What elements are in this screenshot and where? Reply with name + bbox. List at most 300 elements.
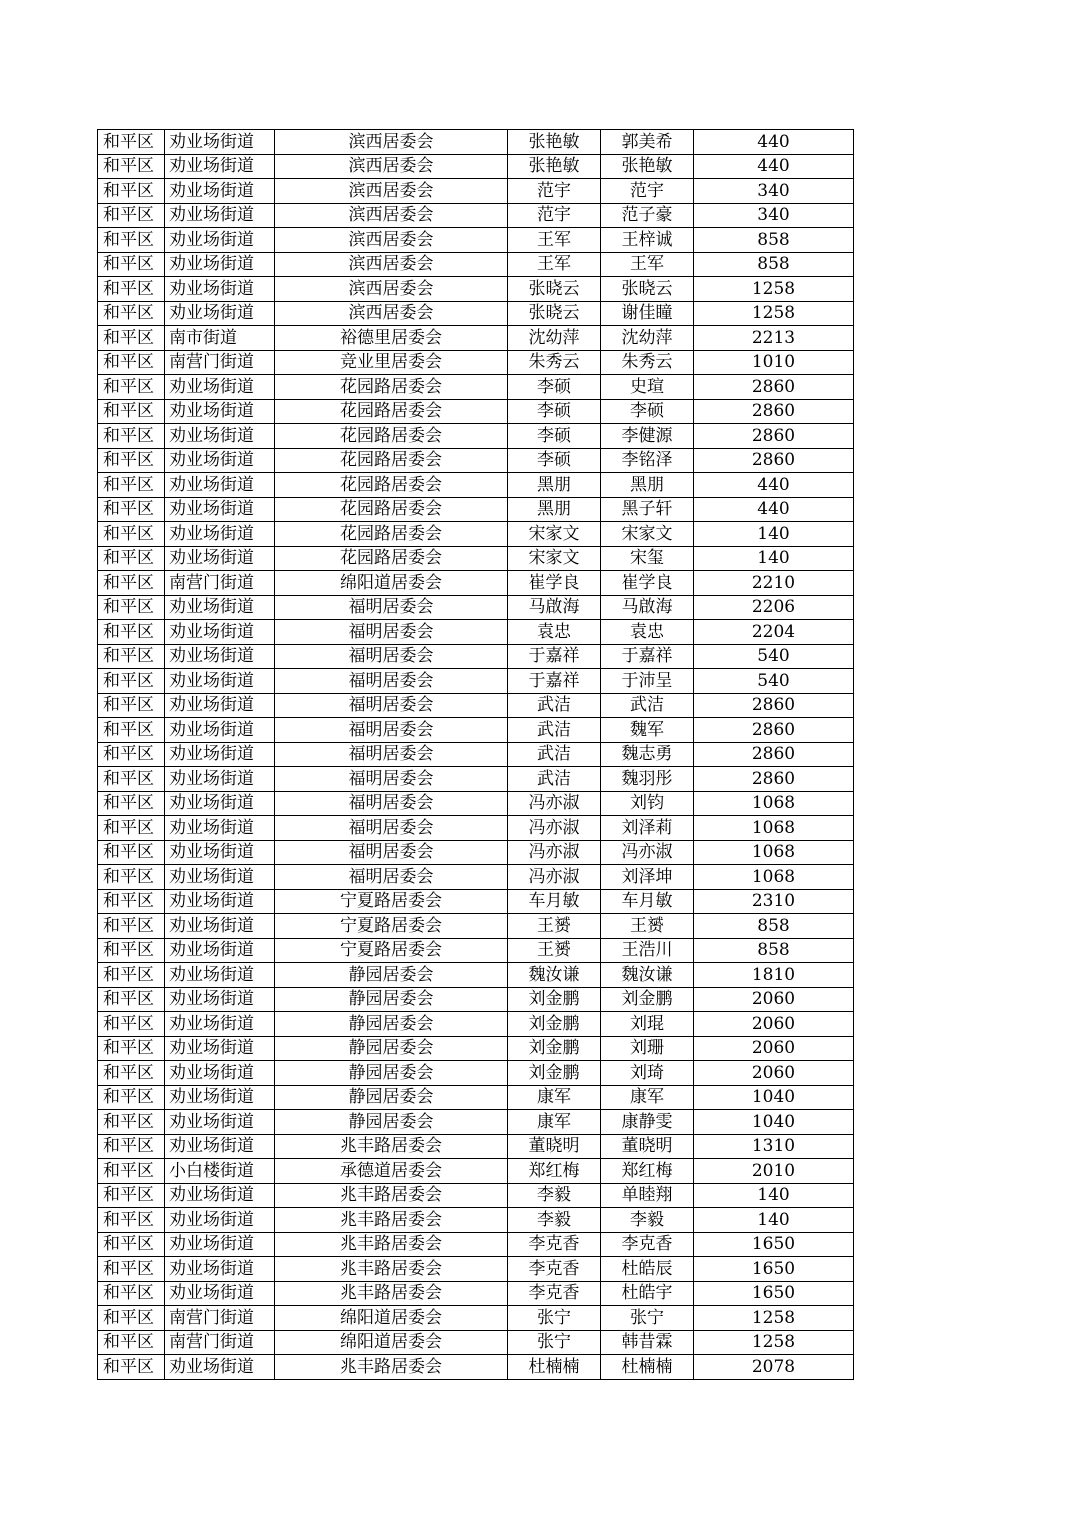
member-cell: 魏羽彤 [601, 767, 694, 792]
member-cell: 王浩川 [601, 938, 694, 963]
table-row [98, 1036, 854, 1061]
amount-cell: 2060 [694, 1012, 854, 1037]
table-row [98, 938, 854, 963]
table-row [98, 791, 854, 816]
applicant-cell: 冯亦淑 [508, 816, 601, 841]
applicant-cell: 车月敏 [508, 889, 601, 914]
amount-cell: 340 [694, 203, 854, 228]
amount-cell: 858 [694, 228, 854, 253]
amount-cell: 1040 [694, 1110, 854, 1135]
data-table [97, 129, 854, 1380]
amount-cell: 140 [694, 1208, 854, 1233]
member-cell: 李硕 [601, 399, 694, 424]
committee-cell: 福明居委会 [275, 718, 508, 743]
table-row [98, 1306, 854, 1331]
applicant-cell: 郑红梅 [508, 1159, 601, 1184]
district-cell: 和平区 [98, 326, 165, 351]
district-cell: 和平区 [98, 889, 165, 914]
committee-cell: 静园居委会 [275, 963, 508, 988]
applicant-cell: 李毅 [508, 1183, 601, 1208]
street-cell: 劝业场街道 [165, 1134, 275, 1159]
district-cell: 和平区 [98, 1355, 165, 1380]
member-cell: 李克香 [601, 1232, 694, 1257]
applicant-cell: 李毅 [508, 1208, 601, 1233]
street-cell: 劝业场街道 [165, 546, 275, 571]
table-row [98, 277, 854, 302]
table-row [98, 987, 854, 1012]
committee-cell: 绵阳道居委会 [275, 1330, 508, 1355]
committee-cell: 花园路居委会 [275, 522, 508, 547]
amount-cell: 2060 [694, 987, 854, 1012]
applicant-cell: 于嘉祥 [508, 644, 601, 669]
committee-cell: 宁夏路居委会 [275, 938, 508, 963]
amount-cell: 2213 [694, 326, 854, 351]
committee-cell: 兆丰路居委会 [275, 1257, 508, 1282]
member-cell: 韩昔霖 [601, 1330, 694, 1355]
table-row [98, 963, 854, 988]
applicant-cell: 刘金鹏 [508, 1036, 601, 1061]
district-cell: 和平区 [98, 840, 165, 865]
member-cell: 康军 [601, 1085, 694, 1110]
table-row [98, 399, 854, 424]
table-row [98, 1208, 854, 1233]
applicant-cell: 袁忠 [508, 620, 601, 645]
member-cell: 范子豪 [601, 203, 694, 228]
member-cell: 魏志勇 [601, 742, 694, 767]
district-cell: 和平区 [98, 1281, 165, 1306]
table-row [98, 865, 854, 890]
amount-cell: 1650 [694, 1232, 854, 1257]
amount-cell: 1068 [694, 840, 854, 865]
applicant-cell: 冯亦淑 [508, 840, 601, 865]
member-cell: 康静雯 [601, 1110, 694, 1135]
amount-cell: 2860 [694, 399, 854, 424]
committee-cell: 静园居委会 [275, 1085, 508, 1110]
district-cell: 和平区 [98, 1306, 165, 1331]
applicant-cell: 崔学良 [508, 571, 601, 596]
street-cell: 劝业场街道 [165, 179, 275, 204]
applicant-cell: 王赟 [508, 938, 601, 963]
district-cell: 和平区 [98, 277, 165, 302]
member-cell: 于嘉祥 [601, 644, 694, 669]
applicant-cell: 李硕 [508, 399, 601, 424]
amount-cell: 1810 [694, 963, 854, 988]
applicant-cell: 王赟 [508, 914, 601, 939]
applicant-cell: 杜楠楠 [508, 1355, 601, 1380]
street-cell: 劝业场街道 [165, 1036, 275, 1061]
district-cell: 和平区 [98, 522, 165, 547]
applicant-cell: 马啟海 [508, 595, 601, 620]
district-cell: 和平区 [98, 914, 165, 939]
member-cell: 沈幼萍 [601, 326, 694, 351]
street-cell: 劝业场街道 [165, 889, 275, 914]
committee-cell: 福明居委会 [275, 595, 508, 620]
amount-cell: 2860 [694, 424, 854, 449]
committee-cell: 兆丰路居委会 [275, 1183, 508, 1208]
district-cell: 和平区 [98, 791, 165, 816]
table-row [98, 644, 854, 669]
committee-cell: 滨西居委会 [275, 228, 508, 253]
applicant-cell: 黑朋 [508, 473, 601, 498]
district-cell: 和平区 [98, 669, 165, 694]
member-cell: 刘琦 [601, 1061, 694, 1086]
member-cell: 朱秀云 [601, 350, 694, 375]
committee-cell: 花园路居委会 [275, 497, 508, 522]
street-cell: 劝业场街道 [165, 1281, 275, 1306]
district-cell: 和平区 [98, 938, 165, 963]
table-row [98, 840, 854, 865]
amount-cell: 2206 [694, 595, 854, 620]
street-cell: 劝业场街道 [165, 228, 275, 253]
table-row [98, 620, 854, 645]
street-cell: 劝业场街道 [165, 473, 275, 498]
committee-cell: 滨西居委会 [275, 203, 508, 228]
table-row [98, 595, 854, 620]
street-cell: 劝业场街道 [165, 1232, 275, 1257]
street-cell: 劝业场街道 [165, 1257, 275, 1282]
member-cell: 郑红梅 [601, 1159, 694, 1184]
amount-cell: 2860 [694, 448, 854, 473]
committee-cell: 静园居委会 [275, 1012, 508, 1037]
member-cell: 刘金鹏 [601, 987, 694, 1012]
street-cell: 劝业场街道 [165, 448, 275, 473]
table-row [98, 718, 854, 743]
member-cell: 崔学良 [601, 571, 694, 596]
applicant-cell: 黑朋 [508, 497, 601, 522]
street-cell: 南市街道 [165, 326, 275, 351]
district-cell: 和平区 [98, 1232, 165, 1257]
table-row [98, 448, 854, 473]
member-cell: 张晓云 [601, 277, 694, 302]
applicant-cell: 李硕 [508, 375, 601, 400]
table-row [98, 1085, 854, 1110]
committee-cell: 福明居委会 [275, 644, 508, 669]
applicant-cell: 魏汝谦 [508, 963, 601, 988]
table-row [98, 889, 854, 914]
committee-cell: 裕德里居委会 [275, 326, 508, 351]
district-cell: 和平区 [98, 620, 165, 645]
committee-cell: 花园路居委会 [275, 375, 508, 400]
member-cell: 谢佳瞳 [601, 301, 694, 326]
street-cell: 劝业场街道 [165, 914, 275, 939]
member-cell: 李健源 [601, 424, 694, 449]
applicant-cell: 李克香 [508, 1281, 601, 1306]
committee-cell: 福明居委会 [275, 742, 508, 767]
committee-cell: 福明居委会 [275, 767, 508, 792]
table-row [98, 301, 854, 326]
committee-cell: 宁夏路居委会 [275, 914, 508, 939]
street-cell: 劝业场街道 [165, 522, 275, 547]
committee-cell: 滨西居委会 [275, 252, 508, 277]
applicant-cell: 刘金鹏 [508, 1012, 601, 1037]
table-row [98, 375, 854, 400]
amount-cell: 1258 [694, 277, 854, 302]
table-row [98, 424, 854, 449]
amount-cell: 2860 [694, 375, 854, 400]
member-cell: 车月敏 [601, 889, 694, 914]
member-cell: 董晓明 [601, 1134, 694, 1159]
street-cell: 南营门街道 [165, 1330, 275, 1355]
committee-cell: 福明居委会 [275, 816, 508, 841]
table-row [98, 1183, 854, 1208]
amount-cell: 2078 [694, 1355, 854, 1380]
district-cell: 和平区 [98, 1257, 165, 1282]
amount-cell: 140 [694, 1183, 854, 1208]
street-cell: 劝业场街道 [165, 277, 275, 302]
street-cell: 劝业场街道 [165, 252, 275, 277]
member-cell: 李毅 [601, 1208, 694, 1233]
committee-cell: 滨西居委会 [275, 277, 508, 302]
street-cell: 劝业场街道 [165, 865, 275, 890]
member-cell: 袁忠 [601, 620, 694, 645]
committee-cell: 静园居委会 [275, 987, 508, 1012]
committee-cell: 兆丰路居委会 [275, 1355, 508, 1380]
member-cell: 王赟 [601, 914, 694, 939]
amount-cell: 540 [694, 644, 854, 669]
table-row [98, 130, 854, 155]
district-cell: 和平区 [98, 1330, 165, 1355]
applicant-cell: 王军 [508, 228, 601, 253]
street-cell: 劝业场街道 [165, 1355, 275, 1380]
district-cell: 和平区 [98, 1208, 165, 1233]
member-cell: 冯亦淑 [601, 840, 694, 865]
street-cell: 劝业场街道 [165, 1012, 275, 1037]
applicant-cell: 王军 [508, 252, 601, 277]
district-cell: 和平区 [98, 1012, 165, 1037]
committee-cell: 福明居委会 [275, 865, 508, 890]
street-cell: 劝业场街道 [165, 669, 275, 694]
amount-cell: 2860 [694, 767, 854, 792]
committee-cell: 静园居委会 [275, 1036, 508, 1061]
street-cell: 劝业场街道 [165, 497, 275, 522]
table-row [98, 203, 854, 228]
member-cell: 杜皓宇 [601, 1281, 694, 1306]
street-cell: 劝业场街道 [165, 1183, 275, 1208]
table-row [98, 179, 854, 204]
amount-cell: 140 [694, 522, 854, 547]
amount-cell: 1310 [694, 1134, 854, 1159]
table-row [98, 571, 854, 596]
table-row [98, 767, 854, 792]
amount-cell: 2860 [694, 693, 854, 718]
amount-cell: 540 [694, 669, 854, 694]
amount-cell: 440 [694, 497, 854, 522]
table-row [98, 1110, 854, 1135]
street-cell: 劝业场街道 [165, 399, 275, 424]
committee-cell: 花园路居委会 [275, 546, 508, 571]
table-row [98, 1355, 854, 1380]
applicant-cell: 刘金鹏 [508, 987, 601, 1012]
member-cell: 王梓诚 [601, 228, 694, 253]
table-row [98, 326, 854, 351]
amount-cell: 1258 [694, 1306, 854, 1331]
applicant-cell: 张宁 [508, 1330, 601, 1355]
member-cell: 李铭泽 [601, 448, 694, 473]
table-row [98, 228, 854, 253]
district-cell: 和平区 [98, 154, 165, 179]
district-cell: 和平区 [98, 301, 165, 326]
member-cell: 张艳敏 [601, 154, 694, 179]
table-row [98, 522, 854, 547]
district-cell: 和平区 [98, 424, 165, 449]
table-row [98, 1330, 854, 1355]
committee-cell: 福明居委会 [275, 840, 508, 865]
applicant-cell: 沈幼萍 [508, 326, 601, 351]
table-row [98, 546, 854, 571]
member-cell: 杜楠楠 [601, 1355, 694, 1380]
street-cell: 劝业场街道 [165, 375, 275, 400]
member-cell: 黑朋 [601, 473, 694, 498]
table-row [98, 1061, 854, 1086]
applicant-cell: 张艳敏 [508, 154, 601, 179]
applicant-cell: 冯亦淑 [508, 865, 601, 890]
member-cell: 于沛呈 [601, 669, 694, 694]
committee-cell: 兆丰路居委会 [275, 1134, 508, 1159]
member-cell: 郭美希 [601, 130, 694, 155]
district-cell: 和平区 [98, 1183, 165, 1208]
member-cell: 马啟海 [601, 595, 694, 620]
table-row [98, 669, 854, 694]
district-cell: 和平区 [98, 1085, 165, 1110]
amount-cell: 1068 [694, 816, 854, 841]
committee-cell: 静园居委会 [275, 1061, 508, 1086]
applicant-cell: 武洁 [508, 693, 601, 718]
committee-cell: 宁夏路居委会 [275, 889, 508, 914]
committee-cell: 花园路居委会 [275, 424, 508, 449]
table-row [98, 1281, 854, 1306]
district-cell: 和平区 [98, 497, 165, 522]
district-cell: 和平区 [98, 718, 165, 743]
amount-cell: 1258 [694, 1330, 854, 1355]
district-cell: 和平区 [98, 571, 165, 596]
amount-cell: 1040 [694, 1085, 854, 1110]
district-cell: 和平区 [98, 816, 165, 841]
committee-cell: 兆丰路居委会 [275, 1281, 508, 1306]
applicant-cell: 武洁 [508, 718, 601, 743]
street-cell: 劝业场街道 [165, 742, 275, 767]
applicant-cell: 范宇 [508, 179, 601, 204]
street-cell: 劝业场街道 [165, 1208, 275, 1233]
applicant-cell: 武洁 [508, 742, 601, 767]
amount-cell: 2060 [694, 1061, 854, 1086]
district-cell: 和平区 [98, 375, 165, 400]
street-cell: 小白楼街道 [165, 1159, 275, 1184]
street-cell: 劝业场街道 [165, 987, 275, 1012]
applicant-cell: 刘金鹏 [508, 1061, 601, 1086]
committee-cell: 静园居委会 [275, 1110, 508, 1135]
street-cell: 劝业场街道 [165, 1110, 275, 1135]
amount-cell: 440 [694, 130, 854, 155]
street-cell: 劝业场街道 [165, 620, 275, 645]
street-cell: 劝业场街道 [165, 644, 275, 669]
applicant-cell: 李克香 [508, 1257, 601, 1282]
district-cell: 和平区 [98, 1036, 165, 1061]
table-row [98, 1134, 854, 1159]
district-cell: 和平区 [98, 1061, 165, 1086]
member-cell: 王军 [601, 252, 694, 277]
member-cell: 宋家文 [601, 522, 694, 547]
street-cell: 劝业场街道 [165, 595, 275, 620]
table-row [98, 742, 854, 767]
committee-cell: 滨西居委会 [275, 154, 508, 179]
amount-cell: 140 [694, 546, 854, 571]
district-cell: 和平区 [98, 228, 165, 253]
table-row [98, 473, 854, 498]
applicant-cell: 朱秀云 [508, 350, 601, 375]
member-cell: 刘泽莉 [601, 816, 694, 841]
table-row [98, 350, 854, 375]
committee-cell: 兆丰路居委会 [275, 1232, 508, 1257]
amount-cell: 1650 [694, 1281, 854, 1306]
applicant-cell: 张晓云 [508, 277, 601, 302]
applicant-cell: 张艳敏 [508, 130, 601, 155]
member-cell: 宋玺 [601, 546, 694, 571]
district-cell: 和平区 [98, 987, 165, 1012]
street-cell: 劝业场街道 [165, 791, 275, 816]
street-cell: 南营门街道 [165, 1306, 275, 1331]
applicant-cell: 张宁 [508, 1306, 601, 1331]
street-cell: 劝业场街道 [165, 424, 275, 449]
applicant-cell: 李硕 [508, 424, 601, 449]
table-row [98, 816, 854, 841]
applicant-cell: 李克香 [508, 1232, 601, 1257]
member-cell: 范宇 [601, 179, 694, 204]
street-cell: 劝业场街道 [165, 301, 275, 326]
table-row [98, 1012, 854, 1037]
applicant-cell: 于嘉祥 [508, 669, 601, 694]
amount-cell: 2010 [694, 1159, 854, 1184]
district-cell: 和平区 [98, 448, 165, 473]
street-cell: 劝业场街道 [165, 938, 275, 963]
street-cell: 劝业场街道 [165, 154, 275, 179]
committee-cell: 兆丰路居委会 [275, 1208, 508, 1233]
committee-cell: 花园路居委会 [275, 448, 508, 473]
district-cell: 和平区 [98, 1159, 165, 1184]
amount-cell: 2310 [694, 889, 854, 914]
table-row [98, 693, 854, 718]
member-cell: 刘珊 [601, 1036, 694, 1061]
amount-cell: 2860 [694, 718, 854, 743]
committee-cell: 滨西居委会 [275, 179, 508, 204]
district-cell: 和平区 [98, 693, 165, 718]
committee-cell: 承德道居委会 [275, 1159, 508, 1184]
district-cell: 和平区 [98, 865, 165, 890]
amount-cell: 2860 [694, 742, 854, 767]
member-cell: 单睦翔 [601, 1183, 694, 1208]
table-row [98, 154, 854, 179]
street-cell: 劝业场街道 [165, 963, 275, 988]
street-cell: 劝业场街道 [165, 203, 275, 228]
committee-cell: 福明居委会 [275, 620, 508, 645]
amount-cell: 2210 [694, 571, 854, 596]
amount-cell: 1258 [694, 301, 854, 326]
applicant-cell: 范宇 [508, 203, 601, 228]
street-cell: 劝业场街道 [165, 693, 275, 718]
applicant-cell: 董晓明 [508, 1134, 601, 1159]
committee-cell: 滨西居委会 [275, 130, 508, 155]
applicant-cell: 张晓云 [508, 301, 601, 326]
district-cell: 和平区 [98, 742, 165, 767]
member-cell: 魏军 [601, 718, 694, 743]
table-row [98, 914, 854, 939]
committee-cell: 花园路居委会 [275, 473, 508, 498]
member-cell: 史瑄 [601, 375, 694, 400]
district-cell: 和平区 [98, 1134, 165, 1159]
member-cell: 武洁 [601, 693, 694, 718]
district-cell: 和平区 [98, 203, 165, 228]
applicant-cell: 宋家文 [508, 546, 601, 571]
member-cell: 魏汝谦 [601, 963, 694, 988]
